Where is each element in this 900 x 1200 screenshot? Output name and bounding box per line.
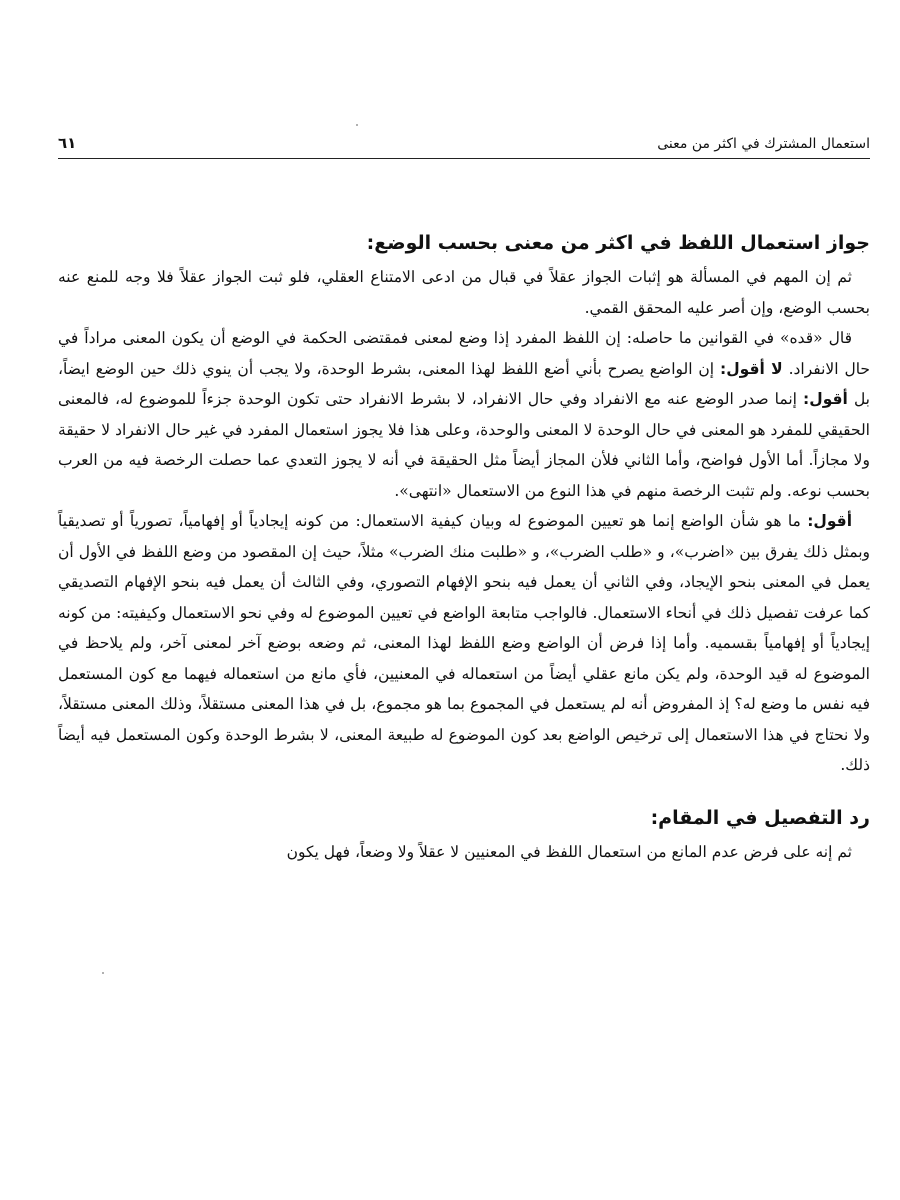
paragraph-text: إنما صدر الوضع عنه مع الانفراد وفي حال الانفراد، لا بشرط الانفراد حتى تكون الوحدة جزءاً للموضوع له، فالمعنى الحقيقي للمفرد هو المعنى في حال الوحدة لا المعنى والوحدة، وعلى هذا فلا يجوز استعمال المفرد في غير حال الانفراد لا حقيقة ولا مجازاً. أما الأول فواضح، وأما الثاني فلأن المجاز أيضاً مثل الحقيقة في أنه لا يجوز التعدي عما حصلت الرخصة فيه من العرب بحسب نوعه. ولم تثبت الرخصة منهم في هذا النوع من الاستعمال «انتهى». bbox=[58, 390, 870, 500]
page-body bbox=[58, 228, 870, 867]
scan-speck bbox=[356, 124, 358, 126]
paragraph-text: ما هو شأن الواضع إنما هو تعيين الموضوع له وبيان كيفية الاستعمال: من كونه إيجادياً أو إفهامياً، تصورياً أو تصديقياً وبمثل ذلك يفرق بين «اضرب»، و «طلب الضرب»، و «طلبت منك الضرب» مثلاً، حيث إن المقصود من وضع اللفظ في الأول أن يعمل في المعنى بنحو الإيجاد، وفي الثاني أن يعمل فيه بنحو الإفهام التصوري، وفي الثالث أن يعمل فيه بنحو الإفهام التصديقي كما عرفت تفصيل ذلك في أنحاء الاستعمال. فالواجب متابعة الواضع في تعيين الموضوع له وفي نحو الاستعمال وكيفيته: من كونه إيجادياً أو إفهامياً بقسميه. وأما إذا فرض أن الواضع وضع اللفظ لهذا المعنى، ثم وضعه بوضع آخر لمعنى آخر، ولم يلاحظ في الموضوع له قيد الوحدة، ولم يكن مانع عقلي أيضاً من استعماله في المعنيين، فأي مانع من استعماله فيهما مع كون المستعمل فيه نفس ما وضع له؟ إذ المفروض أنه لم يستعمل في المجموع بما هو مجموع، بل في هذا المعنى مستقلاً، وذلك المعنى مستقلاً، ولا نحتاج في هذا الاستعمال إلى ترخيص الواضع بعد كون الموضوع له طبيعة المعنى، لا بشرط الوحدة وكون المستعمل فيه أيضاً ذلك. bbox=[58, 512, 870, 774]
paragraph: ثم إنه على فرض عدم المانع من استعمال اللفظ في المعنيين لا عقلاً ولا وضعاً، فهل يكون bbox=[286, 842, 852, 861]
paragraph bbox=[58, 323, 870, 506]
bold-label: أقول: bbox=[803, 390, 848, 408]
bold-label: أقول: bbox=[807, 512, 853, 530]
page-header bbox=[58, 132, 870, 159]
paragraph: ثم إن المهم في المسألة هو إثبات الجواز عقلاً في قبال من ادعى الامتناع العقلي، فلو ثبت الجواز عقلاً فلا وجه للمنع عنه بحسب الوضع، وإن أصر عليه المحقق القمي. bbox=[58, 268, 870, 317]
page-number: ٦١ bbox=[58, 134, 77, 152]
paragraph bbox=[58, 506, 870, 781]
section-heading: رد التفصيل في المقام: bbox=[650, 806, 870, 829]
paragraph-text: إن الواضع يصرح بأني أضع اللفظ لهذا المعنى، بشرط الوحدة، ولا يجب أن ينوي ذلك حين الوضع ايضاً، بل bbox=[58, 359, 870, 408]
running-title: استعمال المشترك في اكثر من معنى bbox=[657, 136, 870, 152]
paragraph-text: قال «قده» في القوانين ما حاصله: إن اللفظ المفرد إذا وضع لمعنى فمقتضى الحكمة في الوضع أن يكون المعنى مراداً في حال الانفراد. bbox=[58, 329, 871, 378]
scan-speck bbox=[102, 972, 104, 974]
section-heading: جواز استعمال اللفظ في اكثر من معنى بحسب الوضع: bbox=[366, 232, 870, 254]
bold-label: لا أقول: bbox=[720, 359, 783, 378]
